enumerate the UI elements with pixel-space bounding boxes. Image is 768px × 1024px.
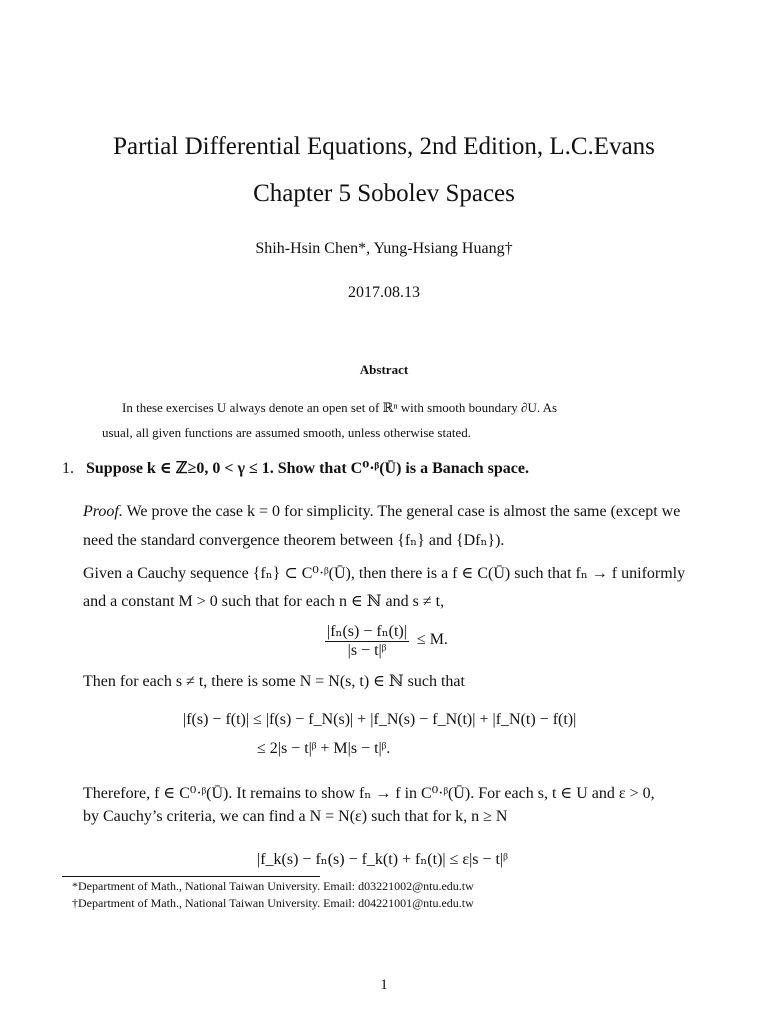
equation-3: |f_k(s) − fₙ(s) − f_k(t) + fₙ(t)| ≤ ε|s − t|ᵝ — [257, 851, 508, 868]
equation-2-line-1: |f(s) − f(t)| ≤ |f(s) − f_N(s)| + |f_N(s) − f_N(t)| + |f_N(t) − f(t)| — [183, 711, 577, 728]
problem-number: 1. — [62, 460, 74, 477]
footnote-2: †Department of Math., National Taiwan University. Email: d04221001@ntu.edu.tw — [72, 896, 474, 910]
equation-1-denominator: |s − t|ᵝ — [325, 641, 409, 660]
proof-line-2: need the standard convergence theorem between {fₙ} and {Dfₙ}). — [83, 532, 505, 549]
abstract-line-2: usual, all given functions are assumed smooth, unless otherwise stated. — [102, 425, 471, 440]
equation-2-line-2: ≤ 2|s − t|ᵝ + M|s − t|ᵝ. — [257, 740, 391, 757]
paragraph-4-line-2: by Cauchy’s criteria, we can find a N = N(ε) such that for k, n ≥ N — [83, 808, 508, 825]
paragraph-3: Then for each s ≠ t, there is some N = N(s, t) ∈ ℕ such that — [83, 673, 465, 690]
equation-1 — [325, 621, 448, 660]
equation-1-rhs: ≤ M. — [416, 631, 448, 649]
equation-1-fraction — [325, 621, 409, 660]
paragraph-2-line-1: Given a Cauchy sequence {fₙ} ⊂ C⁰·ᵝ(Ū), then there is a f ∈ C(Ū) such that fₙ → f uniformly — [83, 565, 686, 582]
proof-line-1 — [83, 503, 705, 521]
paragraph-2-line-2: and a constant M > 0 such that for each n ∈ ℕ and s ≠ t, — [83, 593, 445, 610]
footnote-rule — [62, 876, 320, 877]
problem-1 — [62, 458, 529, 478]
authors: Shih-Hsin Chen*, Yung-Hsiang Huang† — [255, 240, 513, 257]
date: 2017.08.13 — [348, 284, 420, 301]
paper-title-line-2: Chapter 5 Sobolev Spaces — [253, 180, 515, 207]
footnote-1: *Department of Math., National Taiwan University. Email: d03221002@ntu.edu.tw — [72, 879, 474, 893]
problem-statement: Suppose k ∈ ℤ≥0, 0 < γ ≤ 1. Show that C⁰·ᵝ(Ū) is a Banach space. — [86, 460, 529, 477]
paper-title-line-1: Partial Differential Equations, 2nd Edition, L.C.Evans — [113, 133, 655, 160]
proof-text-1: We prove the case k = 0 for simplicity. The general case is almost the same (except we — [122, 503, 681, 520]
page-number: 1 — [380, 977, 388, 993]
paragraph-4-line-1: Therefore, f ∈ C⁰·ᵝ(Ū). It remains to show fₙ → f in C⁰·ᵝ(Ū). For each s, t ∈ U and ε > 0, — [83, 785, 655, 802]
abstract-heading: Abstract — [359, 362, 409, 377]
proof-label: Proof. — [83, 503, 123, 520]
equation-1-numerator: |fₙ(s) − fₙ(t)| — [327, 623, 407, 640]
abstract-line-1: In these exercises U always denote an open set of ℝⁿ with smooth boundary ∂U. As — [122, 400, 558, 415]
